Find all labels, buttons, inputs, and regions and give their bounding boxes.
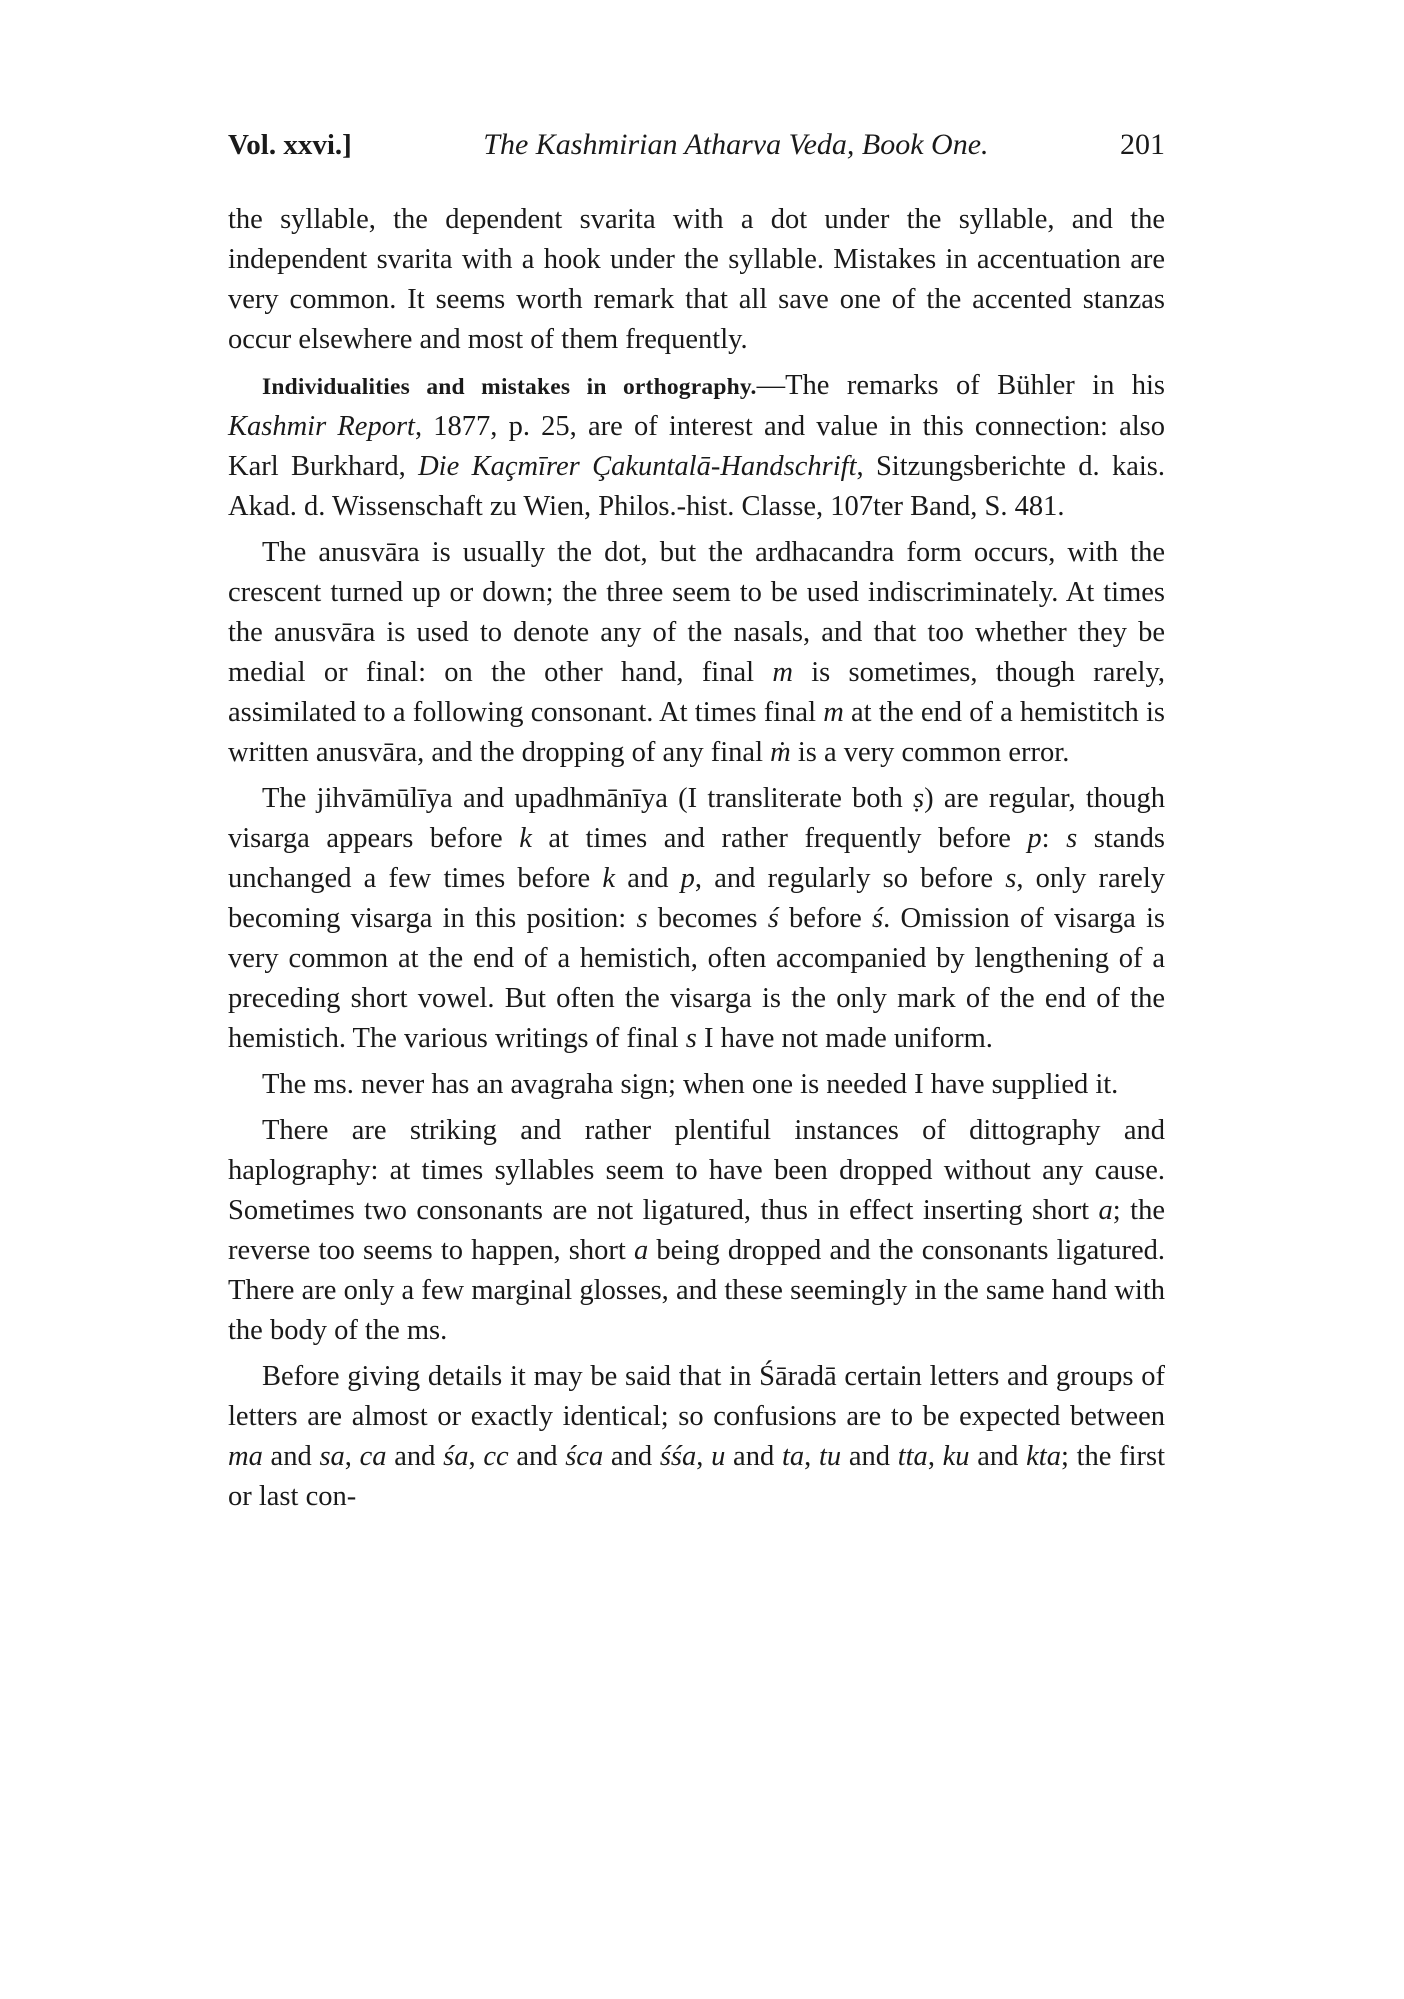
work-title: Kashmir Report bbox=[228, 411, 415, 442]
paragraph-accentuation: the syllable, the dependent svarita with a dot under the syllable, and the independent svarita with a hook under the syllable. Mistakes in accentuation are very common. It seems worth remark that all save one of the accented stanzas occur elsewhere and most of them frequently. bbox=[228, 204, 1165, 355]
paragraph-dittography: There are striking and rather plentiful instances of dittography and haplography: at times syllables seem to have been dropped without any cause. Sometimes two consonants are not ligatured, thus in effect inserting short a; the reverse too seems to happen, short a being dropped and the consonants ligatured. There are only a few marginal glosses, and these seemingly in the same hand with the body of the ms. bbox=[228, 1115, 1165, 1346]
paragraph-orthography: Individualities and mistakes in orthography.—The remarks of Bühler in his Kashmir Report, 1877, p. 25, are of interest and value in this connection: also Karl Burkhard, Die Kaçmīrer Çakuntalā-Handschrift, Sitzungsberichte d. kais. Akad. d. Wissenschaft zu Wien, Philos.-hist. Classe, 107ter Band, S. 481. bbox=[228, 370, 1166, 522]
work-title: Die Kaçmīrer Çakuntalā-Handschrift bbox=[418, 451, 857, 482]
body-text bbox=[228, 200, 1165, 1517]
paragraph-avagraha: The ms. never has an avagraha sign; when one is needed I have supplied it. bbox=[262, 1069, 1119, 1100]
paragraph-visarga: The jihvāmūlīya and upadhmānīya (I transliterate both ṣ) are regular, though visarga appears before k at times and rather frequently before p: s stands unchanged a few times before k and p, and regularly so before s, only rarely becoming visarga in this position: s becomes ś before ś. Omission of visarga is very common at the end of a hemistich, often accompanied by lengthening of a preceding short vowel. But often the visarga is the only mark of the end of the hemistich. The various writings of final s I have not made uniform. bbox=[228, 783, 1165, 1054]
section-heading: Individualities and mistakes in orthography. bbox=[262, 374, 757, 400]
volume-label: Vol. xxvi.] bbox=[228, 129, 352, 161]
running-header bbox=[228, 128, 1165, 162]
page-number: 201 bbox=[1120, 128, 1165, 161]
paragraph-sarada-confusions: Before giving details it may be said that in Śāradā certain letters and groups of letters are almost or exactly identical; so confusions are to be expected between ma and sa, ca and śa, cc and śca and śśa, u and ta, tu and tta, ku and kta; the first or last con- bbox=[228, 1361, 1166, 1512]
paragraph-anusvara: The anusvāra is usually the dot, but the ardhacandra form occurs, with the crescent turned up or down; the three seem to be used indiscriminately. At times the anusvāra is used to denote any of the nasals, and that too whether they be medial or final: on the other hand, final m is sometimes, though rarely, assimilated to a following consonant. At times final m at the end of a hemistitch is written anusvāra, and the dropping of any final ṁ is a very common error. bbox=[228, 537, 1165, 768]
running-title: The Kashmirian Atharva Veda, Book One. bbox=[483, 128, 989, 161]
